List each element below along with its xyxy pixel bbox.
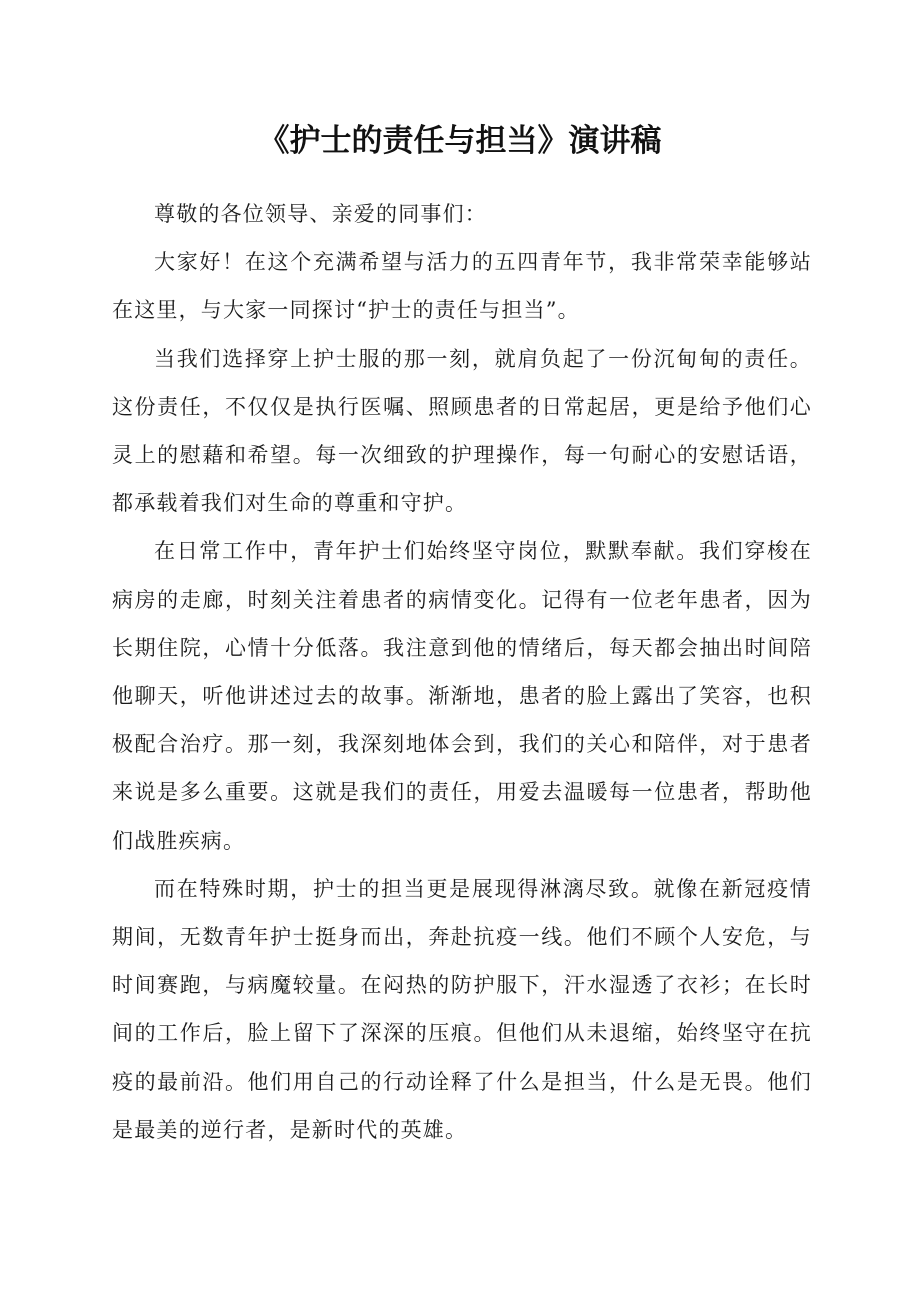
paragraph-salutation: 尊敬的各位领导、亲爱的同事们： bbox=[154, 202, 487, 226]
paragraph-special-period: 而在特殊时期，护士的担当更是展现得淋漓尽致。就像在新冠疫情期间，无数青年护士挺身而出，奔赴抗疫一线。他们不顾个人安危，与时间赛跑，与病魔较量。在闷热的防护服下，汗水湿透了衣衫；在长时间的工作后，脸上留下了深深的压痕。但他们从未退缩，始终坚守在抗疫的最前沿。他们用自己的行动诠释了什么是担当，什么是无畏。他们是最美的逆行者，是新时代的英雄。 bbox=[112, 876, 812, 1142]
paragraph-greeting: 大家好！在这个充满希望与活力的五四青年节，我非常荣幸能够站在这里，与大家一同探讨“护士的责任与担当”。 bbox=[112, 250, 812, 323]
paragraph-daily-work: 在日常工作中，青年护士们始终坚守岗位，默默奉献。我们穿梭在病房的走廊，时刻关注着患者的病情变化。记得有一位老年患者，因为长期住院，心情十分低落。我注意到他的情绪后，每天都会抽出时间陪他聊天，听他讲述过去的故事。渐渐地，患者的脸上露出了笑容，也积极配合治疗。那一刻，我深刻地体会到，我们的关心和陪伴，对于患者来说是多么重要。这就是我们的责任，用爱去温暖每一位患者，帮助他们战胜疾病。 bbox=[112, 539, 812, 853]
document-body bbox=[112, 190, 812, 1154]
document-title: 《护士的责任与担当》演讲稿 bbox=[258, 123, 662, 159]
paragraph-responsibility: 当我们选择穿上护士服的那一刻，就肩负起了一份沉甸甸的责任。这份责任，不仅仅是执行医嘱、照顾患者的日常起居，更是给予他们心灵上的慰藉和希望。每一次细致的护理操作，每一句耐心的安慰话语，都承载着我们对生命的尊重和守护。 bbox=[112, 346, 812, 516]
